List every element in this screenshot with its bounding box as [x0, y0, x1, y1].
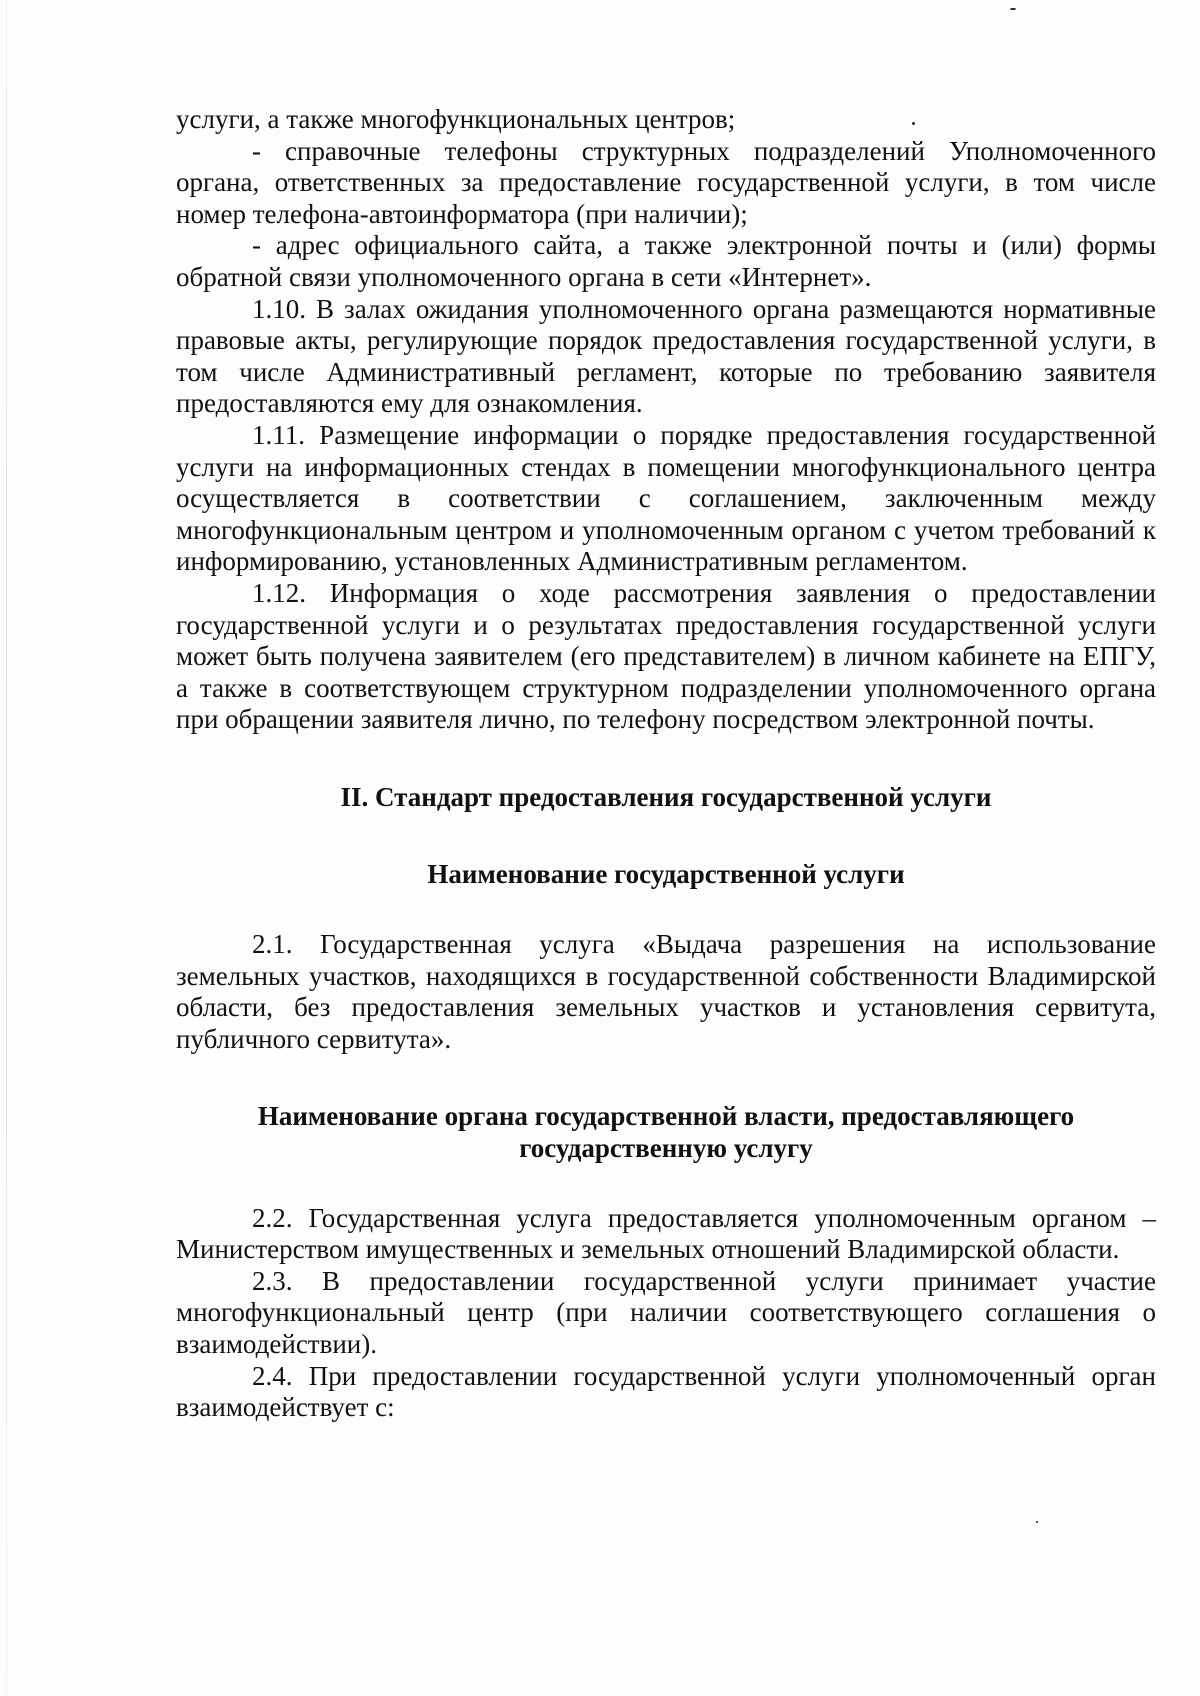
paragraph-2-1: 2.1. Государственная услуга «Выдача разрешения на использование земельных участков, находящихся в государственной собственности Владимирской области, без предоставления земельных участков и установления сервитута, публичного сервитута».	[176, 929, 1156, 1054]
spacer	[176, 1165, 1156, 1203]
document-body	[176, 104, 1156, 1424]
paragraph-continuation: услуги, а также многофункциональных центров;	[176, 104, 736, 134]
spacer	[176, 891, 1156, 929]
spacer	[176, 1055, 1156, 1101]
paragraph-1-11: 1.11. Размещение информации о порядке предоставления государственной услуги на информационных стендах в помещении многофункционального центра осуществляется в соответствии с соглашением, заключенным между многофункциональным центром и уполномоченным органом с учетом требований к информированию, установленных Административным регламентом.	[176, 419, 1156, 577]
scan-edge-line	[6, 0, 7, 1696]
paragraph-1-10: 1.10. В залах ожидания уполномоченного органа размещаются нормативные правовые акты, регулирующие порядок предоставления государственной услуги, в том числе Административный регламент, которые по требованию заявителя предоставляются ему для ознакомления.	[176, 293, 1156, 419]
scan-speck	[1036, 1521, 1038, 1523]
paragraph-2-2: 2.2. Государственная услуга предоставляется уполномоченным органом – Министерством имущественных и земельных отношений Владимирской области.	[176, 1202, 1156, 1265]
paragraph-website: - адрес официального сайта, а также электронной почты и (или) формы обратной связи уполномоченного органа в сети «Интернет».	[176, 230, 1156, 292]
paragraph-1-12: 1.12. Информация о ходе рассмотрения заявления о предоставлении государственной услуги и о результатах предоставления государственной услуги может быть получена заявителем (его представителем) в личном кабинете на ЕПГУ, а также в соответствующем структурном подразделении уполномоченного органа при обращении заявителя лично, по телефону посредством электронной почты.	[176, 577, 1156, 735]
scan-speck	[1010, 8, 1016, 10]
heading-service-name: Наименование государственной услуги	[427, 859, 905, 890]
paragraph-phones: - справочные телефоны структурных подразделений Уполномоченного органа, ответственных за предоставление государственной услуги, в том числе номер телефона-автоинформатора (при наличии);	[176, 135, 1156, 229]
section-title: II. Стандарт предоставления государственной услуги	[340, 781, 992, 812]
spacer	[176, 736, 1156, 782]
heading-authority-line1: Наименование органа государственной власти, предоставляющего	[257, 1101, 1075, 1132]
spacer	[176, 813, 1156, 859]
paragraph-2-3: 2.3. В предоставлении государственной услуги принимает участие многофункциональный центр (при наличии соответствующего соглашения о взаимодействии).	[176, 1265, 1156, 1359]
heading-authority-line2: государственную услугу	[519, 1133, 813, 1164]
paragraph-2-4: 2.4. При предоставлении государственной услуги уполномоченный орган взаимодействует с:	[176, 1360, 1156, 1423]
